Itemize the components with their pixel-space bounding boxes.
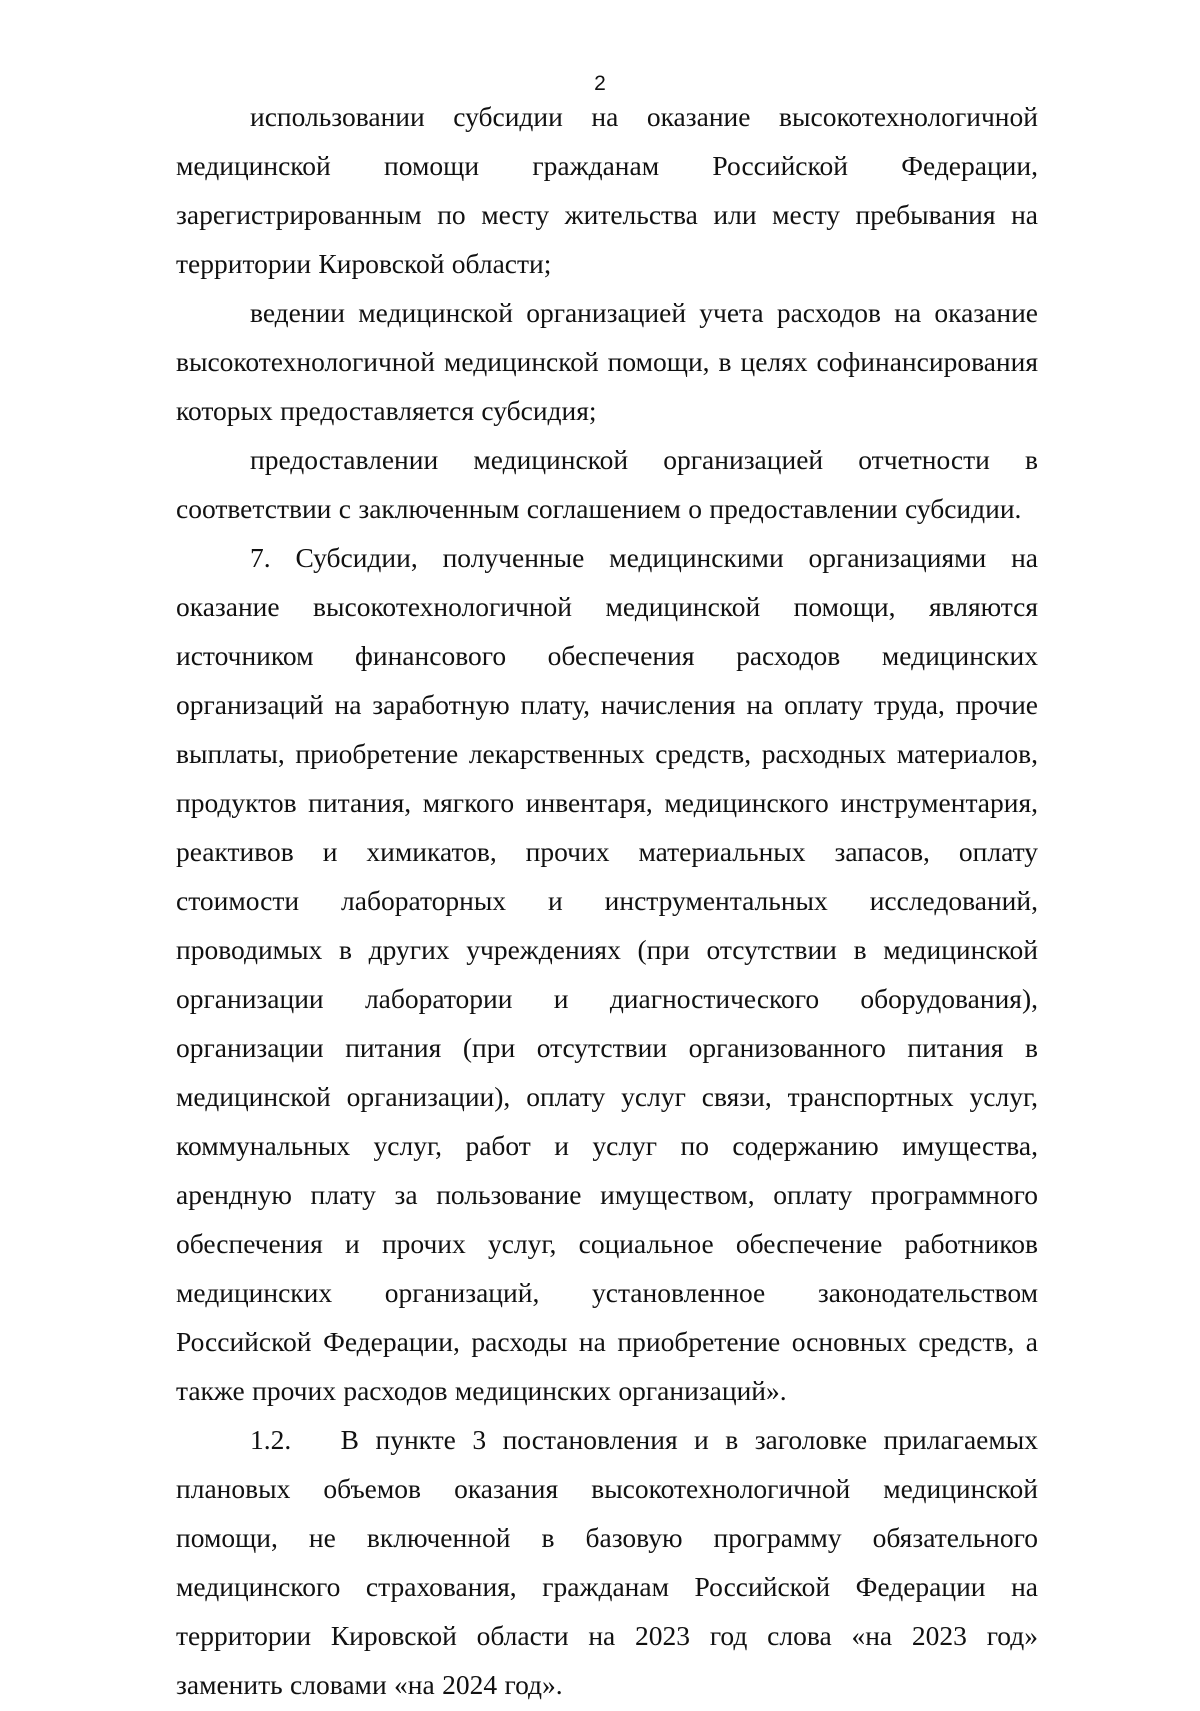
page-number: 2: [594, 72, 606, 95]
paragraph-expense-accounting: ведении медицинской организацией учета расходов на оказание высокотехнологичной медицинской помощи, в целях софинансирования которых предоставляется субсидия;: [176, 297, 1038, 426]
paragraph-subsidy-usage: использовании субсидии на оказание высокотехнологичной медицинской помощи гражданам Российской Федерации, зарегистрированным по месту жительства или месту пребывания на территории Кировской области;: [176, 101, 1038, 279]
paragraph-item-1-2: 1.2. В пункте 3 постановления и в заголовке прилагаемых плановых объемов оказания высокотехнологичной медицинской помощи, не включенной в базовую программу обязательного медицинского страхования, гражданам Российской Федерации на территории Кировской области на 2023 год слова «на 2023 год» заменить словами «на 2024 год».: [176, 1424, 1038, 1700]
document-body: [176, 92, 1038, 1709]
paragraph-reporting: предоставлении медицинской организацией отчетности в соответствии с заключенным соглашением о предоставлении субсидии.: [176, 444, 1038, 524]
paragraph-item-7: 7. Субсидии, полученные медицинскими организациями на оказание высокотехнологичной медицинской помощи, являются источником финансового обеспечения расходов медицинских организаций на заработную плату, начисления на оплату труда, прочие выплаты, приобретение лекарственных средств, расходных материалов, продуктов питания, мягкого инвентаря, медицинского инструментария, реактивов и химикатов, прочих материальных запасов, оплату стоимости лабораторных и инструментальных исследований, проводимых в других учреждениях (при отсутствии в медицинской организации лаборатории и диагностического оборудования), организации питания (при отсутствии организованного питания в медицинской организации), оплату услуг связи, транспортных услуг, коммунальных услуг, работ и услуг по содержанию имущества, арендную плату за пользование имуществом, оплату программного обеспечения и прочих услуг, социальное обеспечение работников медицинских организаций, установленное законодательством Российской Федерации, расходы на приобретение основных средств, а также прочих расходов медицинских организаций».: [176, 542, 1038, 1406]
